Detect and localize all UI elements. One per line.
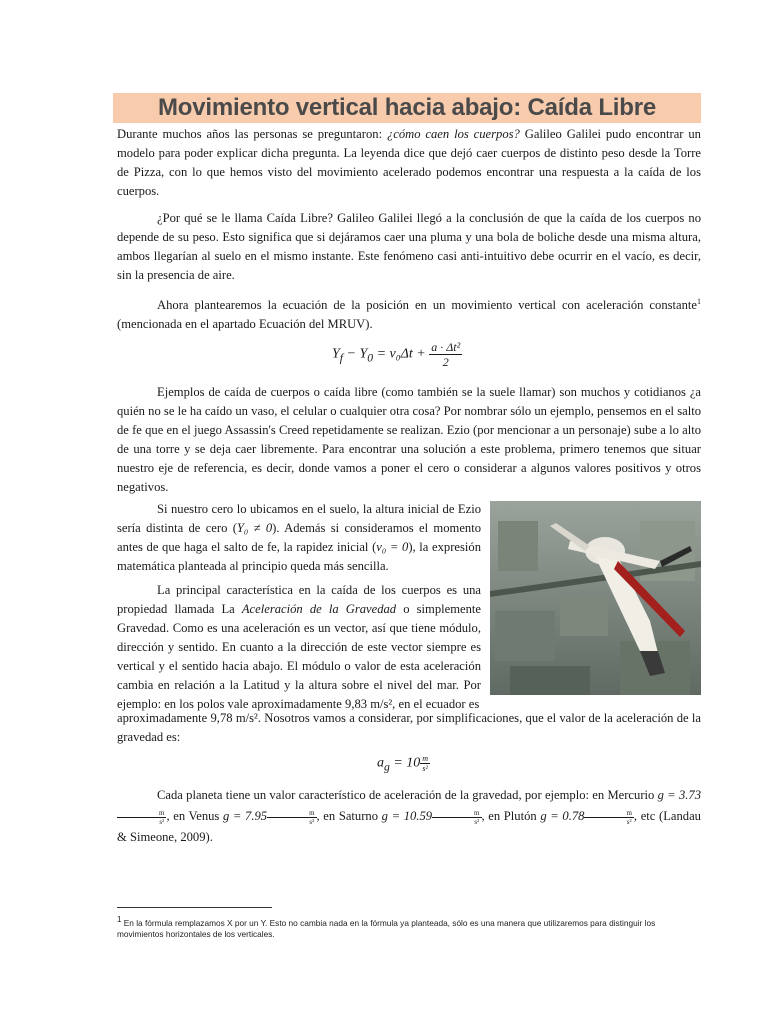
- paragraph-equation-intro: [117, 292, 701, 334]
- planets-text-a: Cada planeta tiene un valor característico de aceleración de la gravedad, por ejemplo: en Mercurio: [157, 788, 658, 802]
- eq1-numerator: a · Δt²: [431, 340, 461, 354]
- zero-ref-text-a: Si nuestro cero lo ubicamos en el suelo, la altura inicial de Ezio sería distinta de cero (: [117, 502, 481, 535]
- eq1-rhs: = v₀Δt +: [373, 346, 430, 362]
- paragraph-planets: [117, 785, 701, 848]
- gravity-text-a: La principal característica en la caída de los cuerpos es una propiedad llamada La: [117, 583, 481, 616]
- intro-text-start: Durante muchos años las personas se preguntaron:: [117, 127, 387, 141]
- gravity-text-b: o simplemente Gravedad. Como es una aceleración es un vector, así que tiene módulo, dirección y sentido. En cuanto a la dirección de este vector siempre es vertical y el sentido hacia abajo. El módulo o valor de esta aceleración cambia en relación a la Latitud y la altura sobre el nivel del mar. Por ejemplo: en los polos vale aproximadamente 9,83 m/s², en el ecuador es: [117, 602, 481, 711]
- venus-unit: [267, 809, 316, 826]
- mercury-unit-den: s²: [159, 817, 165, 826]
- paragraph-zero-reference: [117, 500, 481, 576]
- mercury-unit: [117, 809, 166, 826]
- examples-text: Ejemplos de caída de cuerpos o caída libre (como también se la suele llamar) son muchos y cotidianos ¿a quién no se le ha caído un vaso, el celular o cualquier otra cosa? Por nombrar sólo un ejemplo, pensemos en el salto de fe que en el juego Assassin's Creed repetidamente se realizan. Ezio (por mencionar a un personaje) sube a lo alto de una torre y se deja caer libremente. Para encontrar una solución a este problema, primero tenemos que situar nuestro eje de referencia, es decir, donde vamos a poner el cero o considerar a algunos valores positivos y otros negativos.: [117, 385, 701, 494]
- eq2-unit: [420, 754, 430, 773]
- eq2-unit-num: m: [422, 754, 429, 763]
- eq1-denominator: 2: [442, 355, 449, 369]
- eq2-unit-den: s²: [422, 764, 428, 773]
- footnote: [117, 914, 701, 940]
- eq2-lhs-sub: g: [384, 760, 390, 774]
- eq2-lhs: a: [377, 755, 384, 771]
- intro-text-end: Galileo Galilei pudo encontrar un modelo para poder explicar dicha pregunta. La leyenda dice que dejó caer cuerpos de distinto peso desde la Torre de Pizza, con lo que hemos visto del movimiento acelerado podemos encontrar una respuesta a la caída de los cuerpos.: [117, 127, 701, 198]
- assassin-leap-image: [490, 501, 701, 695]
- planets-text-b: , en Venus: [166, 809, 223, 823]
- eq1-mid-sub: 0: [367, 351, 374, 365]
- title-banner: [113, 93, 701, 123]
- paragraph-examples: [117, 383, 701, 497]
- eq1-mid: − Y: [343, 346, 368, 362]
- pluto-unit-num: m: [584, 809, 633, 818]
- footnote-divider: [117, 907, 272, 908]
- gravity-equation: [377, 754, 430, 774]
- intro-question: ¿cómo caen los cuerpos?: [386, 127, 520, 141]
- saturn-unit-den: s²: [474, 817, 480, 826]
- zero-ref-math-2: v₀ = 0: [376, 540, 409, 554]
- paragraph-intro: [117, 125, 701, 201]
- planets-text-d: , en Plutón: [481, 809, 541, 823]
- footnote-text: En la fórmula remplazamos X por un Y. Esto no cambia nada en la fórmula ya planteada, sólo es una manera que utilizaremos para distinguir los movimientos horizontales de los verticales.: [117, 917, 656, 939]
- saturn-value: g = 10.59: [381, 809, 433, 823]
- venus-unit-num: m: [267, 809, 316, 818]
- equation-intro-text: Ahora plantearemos la ecuación de la posición en un movimiento vertical con aceleración constante: [157, 298, 697, 313]
- footnote-mark: 1: [117, 915, 122, 924]
- position-equation: [332, 340, 462, 369]
- footnote-reference[interactable]: 1: [697, 297, 701, 306]
- why-free-fall-text: ¿Por qué se le llama Caída Libre? Galileo Galilei llegó a la conclusión de que la caída de los cuerpos no depende de su peso. Esto significa que si dejáramos caer una pluma y una bola de boliche desde una misma altura, ambos llegarían al suelo en el mismo instante. Este fenómeno casi anti-intuitivo debe ocurrir en el vacío, es decir, sin la presencia de aire.: [117, 211, 701, 282]
- venus-unit-den: s²: [309, 817, 315, 826]
- paragraph-why-free-fall: [117, 209, 701, 285]
- venus-value: g = 7.95: [222, 809, 268, 823]
- zero-ref-math-1: Y₀ ≠ 0: [236, 521, 273, 535]
- equation-intro-end: (mencionada en el apartado Ecuación del MRUV).: [117, 317, 373, 332]
- zero-ref-text-b: ). Además si consideramos el momento antes de que haga el salto de fe, la rapidez inicial (: [117, 521, 482, 554]
- zero-ref-text-c: ), la expresión matemática planteada al principio queda más sencilla.: [117, 540, 481, 573]
- saturn-unit: [432, 809, 481, 826]
- eq1-lhs-sub: f: [339, 351, 344, 365]
- pluto-unit-den: s²: [626, 817, 632, 826]
- planets-text-e: , etc (Landau & Simeone, 2009).: [117, 809, 701, 844]
- paragraph-gravity: [117, 581, 481, 714]
- saturn-unit-num: m: [432, 809, 481, 818]
- page-title: Movimiento vertical hacia abajo: Caída Libre: [157, 94, 656, 121]
- pluto-value: g = 0.78: [540, 809, 585, 823]
- leap-of-faith-illustration: [490, 501, 701, 695]
- eq1-lhs: Y: [332, 346, 340, 362]
- planets-text-c: , en Saturno: [316, 809, 382, 823]
- paragraph-gravity-continued: [117, 709, 701, 747]
- gravity-term: Aceleración de la Gravedad: [241, 602, 397, 616]
- gravity-continued-text: aproximadamente 9,78 m/s². Nosotros vamos a considerar, por simplificaciones, que el valor de la aceleración de la gravedad es:: [117, 711, 701, 744]
- pluto-unit: [584, 809, 633, 826]
- eq1-fraction: [429, 340, 462, 369]
- eq2-rhs: = 10: [389, 755, 421, 771]
- mercury-value: g = 3.73: [657, 788, 702, 802]
- mercury-unit-num: m: [117, 809, 166, 818]
